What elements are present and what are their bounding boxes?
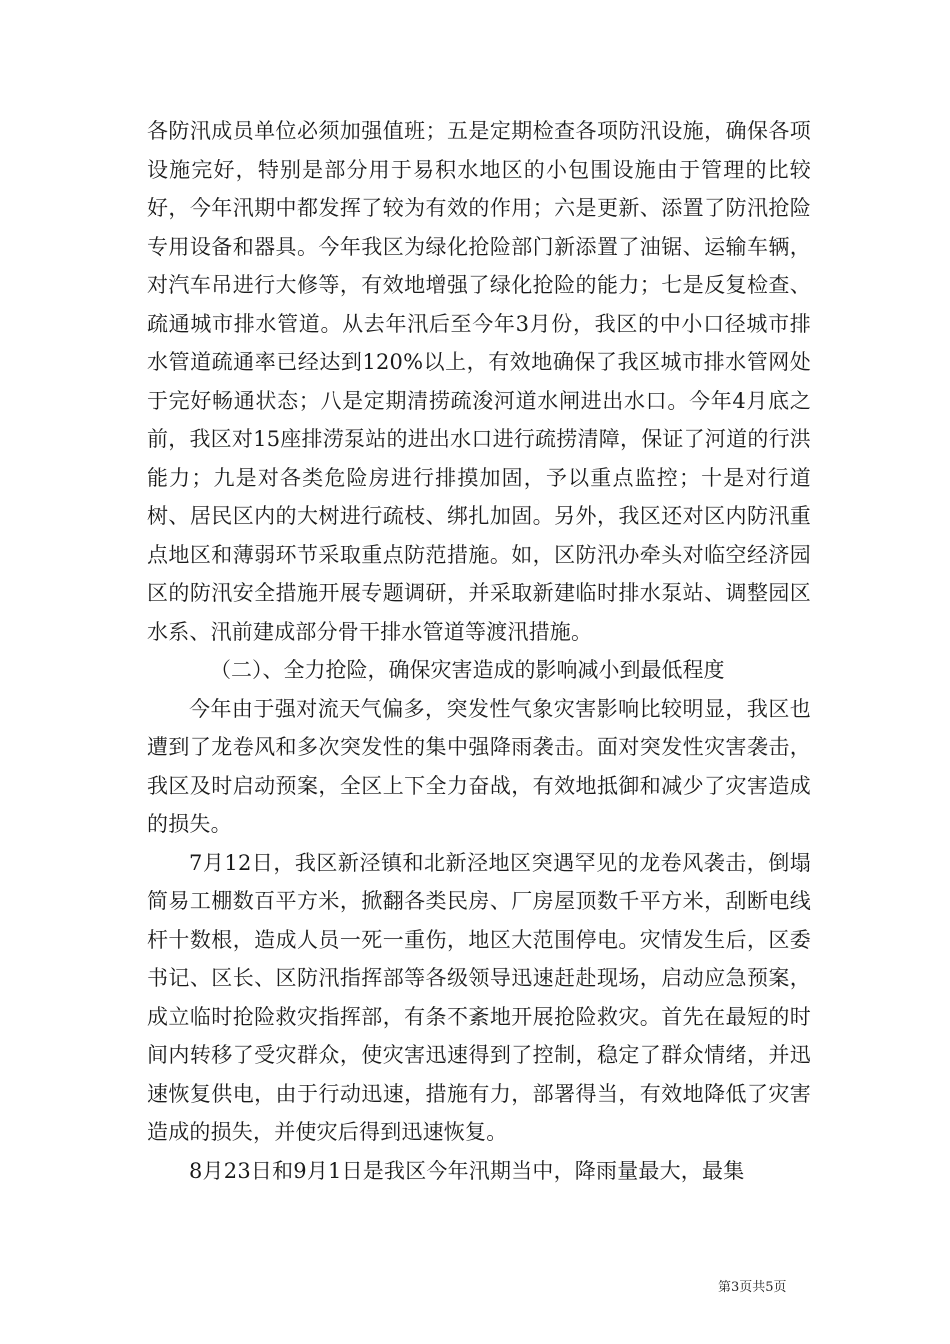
paragraph-weather-overview: 今年由于强对流天气偏多，突发性气象灾害影响比较明显，我区也遭到了龙卷风和多次突发性的集中强降雨袭击。面对突发性灾害袭击，我区及时启动预案，全区上下全力奋战，有效地抵御和减少了灾害造成的损失。	[147, 696, 811, 836]
paragraph-flood-measures: 各防汛成员单位必须加强值班；五是定期检查各项防汛设施，确保各项设施完好，特别是部分用于易积水地区的小包围设施由于管理的比较好，今年汛期中都发挥了较为有效的作用；六是更新、添置了防汛抢险专用设备和器具。今年我区为绿化抢险部门新添置了油锯、运输车辆，对汽车吊进行大修等，有效地增强了绿化抢险的能力；七是反复检查、疏通城市排水管道。从去年汛后至今年3月份，我区的中小口径城市排水管道疏通率已经达到120%以上，有效地确保了我区城市排水管网处于完好畅通状态；八是定期清捞疏浚河道水闸进出水口。今年4月底之前，我区对15座排涝泵站的进出水口进行疏捞清障，保证了河道的行洪能力；九是对各类危险房进行排摸加固，予以重点监控；十是对行道树、居民区内的大树进行疏枝、绑扎加固。另外，我区还对区内防汛重点地区和薄弱环节采取重点防范措施。如，区防汛办牵头对临空经济园区的防汛安全措施开展专题调研，并采取新建临时排水泵站、调整园区水系、汛前建成部分骨干排水管道等渡汛措施。	[147, 119, 811, 644]
section-heading: （二）、全力抢险，确保灾害造成的影响减小到最低程度	[210, 658, 725, 682]
page-number-footer: 第3页共5页	[718, 1280, 787, 1295]
paragraph-tornado-event: 7月12日，我区新泾镇和北新泾地区突遇罕见的龙卷风袭击，倒塌简易工棚数百平方米，掀翻各类民房、厂房屋顶数千平方米，刮断电线杆十数根，造成人员一死一重伤，地区大范围停电。灾情发生后，区委书记、区长、区防汛指挥部等各级领导迅速赶赴现场，启动应急预案，成立临时抢险救灾指挥部，有条不紊地开展抢险救灾。首先在最短的时间内转移了受灾群众，使灾害迅速得到了控制，稳定了群众情绪，并迅速恢复供电，由于行动迅速，措施有力，部署得当，有效地降低了灾害造成的损失，并使灾后得到迅速恢复。	[147, 850, 811, 1144]
paragraph-rainfall-event: 8月23日和9月1日是我区今年汛期当中，降雨量最大，最集	[189, 1158, 745, 1183]
document-body	[147, 112, 811, 1190]
